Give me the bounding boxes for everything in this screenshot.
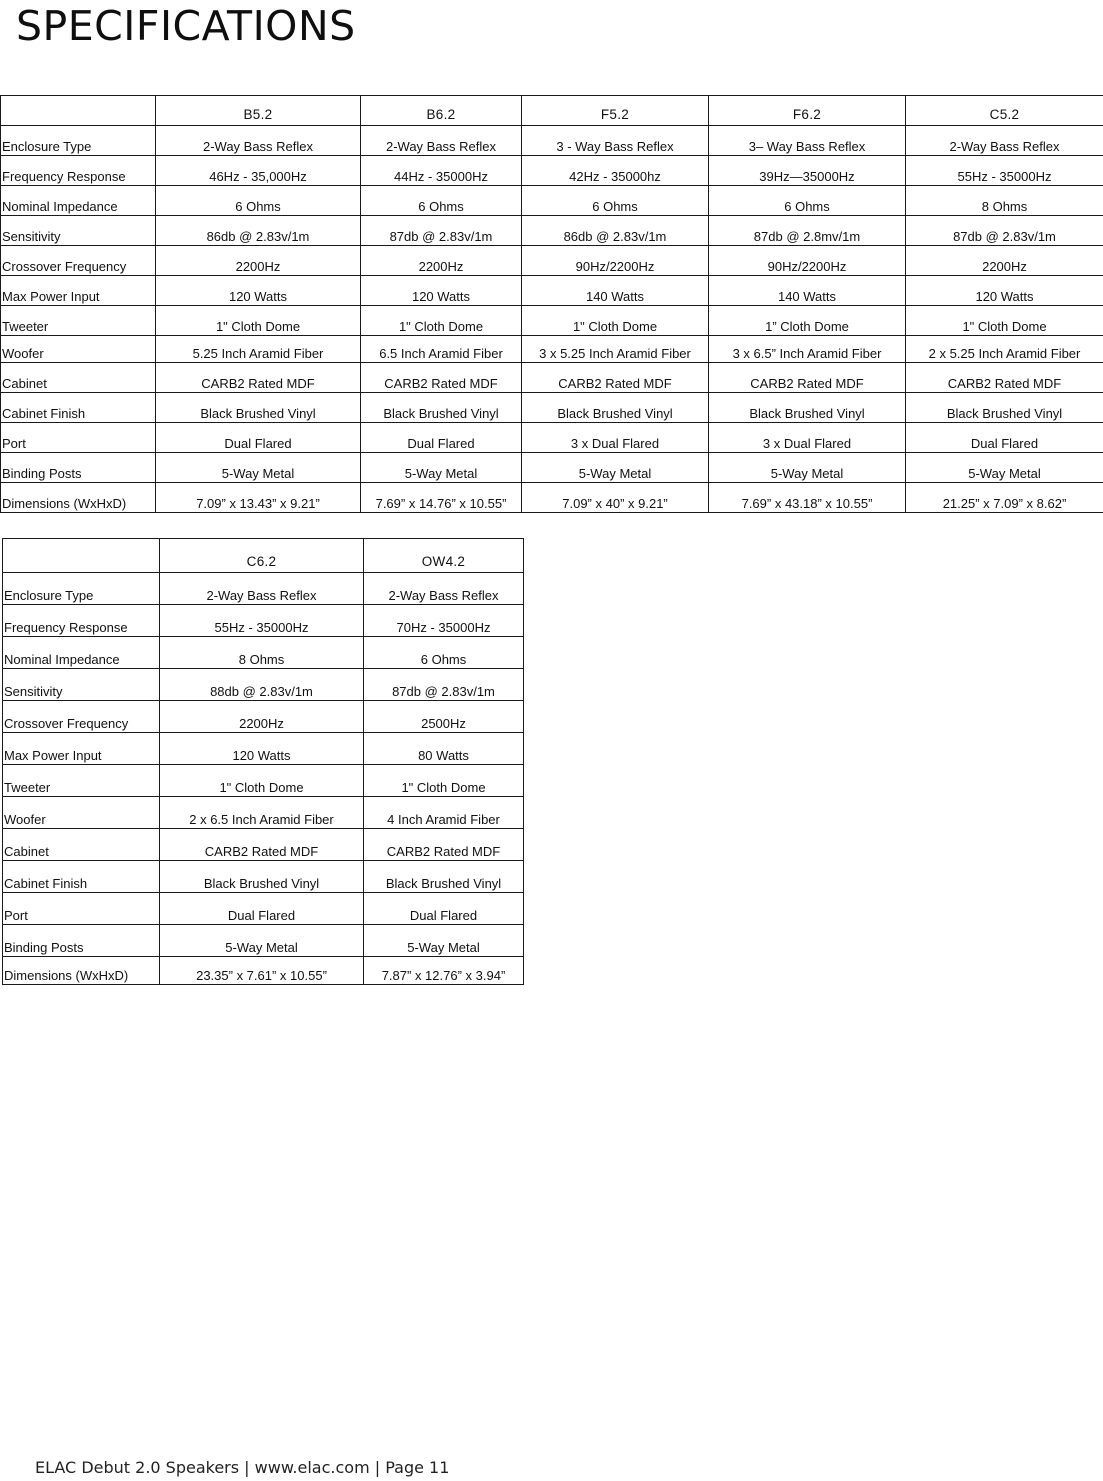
header-cell-empty [1, 96, 156, 126]
spec-label-cell: Nominal Impedance [3, 637, 160, 669]
spec-value-cell: 90Hz/2200Hz [522, 246, 709, 276]
spec-value-cell: CARB2 Rated MDF [522, 363, 709, 393]
spec-value-cell: CARB2 Rated MDF [160, 829, 364, 861]
spec-value-cell: 21.25” x 7.09” x 8.62” [906, 483, 1103, 513]
table-row [3, 925, 524, 957]
header-cell-model: F6.2 [709, 96, 906, 126]
table-row [3, 605, 524, 637]
page-footer: ELAC Debut 2.0 Speakers | www.elac.com | Page 11 [35, 1458, 450, 1477]
spec-value-cell: 5-Way Metal [160, 925, 364, 957]
table-row [3, 861, 524, 893]
spec-value-cell: 70Hz - 35000Hz [364, 605, 524, 637]
table-row [1, 423, 1103, 453]
spec-value-cell: 86db @ 2.83v/1m [156, 216, 361, 246]
page-title: SPECIFICATIONS [16, 2, 356, 50]
spec-value-cell: 5.25 Inch Aramid Fiber [156, 336, 361, 363]
table-row [3, 893, 524, 925]
spec-label-cell: Nominal Impedance [1, 186, 156, 216]
spec-value-cell: 2 x 6.5 Inch Aramid Fiber [160, 797, 364, 829]
spec-value-cell: 7.69” x 43.18” x 10.55” [709, 483, 906, 513]
spec-value-cell: 1" Cloth Dome [522, 306, 709, 336]
spec-value-cell: 5-Way Metal [361, 453, 522, 483]
spec-label-cell: Max Power Input [1, 276, 156, 306]
spec-value-cell: 6 Ohms [364, 637, 524, 669]
spec-value-cell: CARB2 Rated MDF [361, 363, 522, 393]
table-row [3, 765, 524, 797]
spec-value-cell: 86db @ 2.83v/1m [522, 216, 709, 246]
spec-label-cell: Crossover Frequency [1, 246, 156, 276]
spec-value-cell: 6 Ohms [709, 186, 906, 216]
spec-value-cell: 2200Hz [160, 701, 364, 733]
spec-table-main [0, 95, 1103, 513]
table-row [1, 276, 1103, 306]
spec-value-cell: 6 Ohms [156, 186, 361, 216]
header-cell-model: F5.2 [522, 96, 709, 126]
table-row [1, 126, 1103, 156]
spec-value-cell: 1" Cloth Dome [156, 306, 361, 336]
spec-value-cell: Black Brushed Vinyl [709, 393, 906, 423]
table-row [1, 156, 1103, 186]
spec-value-cell: 42Hz - 35000hz [522, 156, 709, 186]
spec-value-cell: 2200Hz [361, 246, 522, 276]
spec-value-cell: 1" Cloth Dome [906, 306, 1103, 336]
spec-value-cell: 7.09” x 40” x 9.21” [522, 483, 709, 513]
spec-value-cell: 6 Ohms [522, 186, 709, 216]
table-row [3, 733, 524, 765]
spec-label-cell: Port [1, 423, 156, 453]
spec-value-cell: 1" Cloth Dome [364, 765, 524, 797]
spec-value-cell: Dual Flared [160, 893, 364, 925]
header-cell-model: OW4.2 [364, 539, 524, 573]
spec-table-secondary [2, 538, 524, 985]
spec-label-cell: Max Power Input [3, 733, 160, 765]
spec-value-cell: CARB2 Rated MDF [156, 363, 361, 393]
spec-value-cell: 87db @ 2.8mv/1m [709, 216, 906, 246]
spec-value-cell: 2500Hz [364, 701, 524, 733]
spec-value-cell: CARB2 Rated MDF [364, 829, 524, 861]
spec-label-cell: Dimensions (WxHxD) [3, 957, 160, 985]
table-row [3, 797, 524, 829]
spec-value-cell: 5-Way Metal [709, 453, 906, 483]
spec-label-cell: Enclosure Type [1, 126, 156, 156]
spec-value-cell: 120 Watts [156, 276, 361, 306]
spec-value-cell: 3– Way Bass Reflex [709, 126, 906, 156]
spec-label-cell: Tweeter [1, 306, 156, 336]
spec-value-cell: 1" Cloth Dome [160, 765, 364, 797]
spec-label-cell: Woofer [1, 336, 156, 363]
spec-value-cell: 80 Watts [364, 733, 524, 765]
table-row [1, 246, 1103, 276]
spec-value-cell: 5-Way Metal [156, 453, 361, 483]
spec-value-cell: 87db @ 2.83v/1m [364, 669, 524, 701]
table-header-row [1, 96, 1103, 126]
spec-value-cell: 3 x Dual Flared [709, 423, 906, 453]
spec-value-cell: Dual Flared [364, 893, 524, 925]
spec-label-cell: Binding Posts [3, 925, 160, 957]
header-cell-model: C6.2 [160, 539, 364, 573]
spec-value-cell: 6 Ohms [361, 186, 522, 216]
spec-value-cell: 55Hz - 35000Hz [160, 605, 364, 637]
table-row [1, 336, 1103, 363]
spec-label-cell: Binding Posts [1, 453, 156, 483]
spec-value-cell: 140 Watts [522, 276, 709, 306]
spec-value-cell: 23.35” x 7.61” x 10.55” [160, 957, 364, 985]
table-row [1, 393, 1103, 423]
table-row [1, 483, 1103, 513]
spec-value-cell: Black Brushed Vinyl [906, 393, 1103, 423]
spec-value-cell: 87db @ 2.83v/1m [906, 216, 1103, 246]
spec-value-cell: 2-Way Bass Reflex [906, 126, 1103, 156]
spec-value-cell: CARB2 Rated MDF [709, 363, 906, 393]
spec-label-cell: Cabinet Finish [1, 393, 156, 423]
spec-value-cell: Black Brushed Vinyl [156, 393, 361, 423]
spec-value-cell: 140 Watts [709, 276, 906, 306]
spec-label-cell: Sensitivity [3, 669, 160, 701]
spec-value-cell: 90Hz/2200Hz [709, 246, 906, 276]
spec-label-cell: Dimensions (WxHxD) [1, 483, 156, 513]
spec-value-cell: 1" Cloth Dome [361, 306, 522, 336]
spec-value-cell: 3 x 5.25 Inch Aramid Fiber [522, 336, 709, 363]
header-cell-model: B5.2 [156, 96, 361, 126]
spec-value-cell: 120 Watts [906, 276, 1103, 306]
spec-label-cell: Frequency Response [1, 156, 156, 186]
spec-value-cell: 2-Way Bass Reflex [156, 126, 361, 156]
table-row [3, 637, 524, 669]
table-row [1, 453, 1103, 483]
spec-value-cell: 8 Ohms [906, 186, 1103, 216]
spec-value-cell: Dual Flared [906, 423, 1103, 453]
spec-label-cell: Woofer [3, 797, 160, 829]
spec-value-cell: 4 Inch Aramid Fiber [364, 797, 524, 829]
spec-label-cell: Sensitivity [1, 216, 156, 246]
spec-value-cell: 46Hz - 35,000Hz [156, 156, 361, 186]
spec-label-cell: Cabinet [3, 829, 160, 861]
spec-value-cell: 120 Watts [361, 276, 522, 306]
spec-value-cell: 8 Ohms [160, 637, 364, 669]
spec-value-cell: 1” Cloth Dome [709, 306, 906, 336]
table-row [1, 186, 1103, 216]
spec-value-cell: Black Brushed Vinyl [160, 861, 364, 893]
table-header-row [3, 539, 524, 573]
spec-label-cell: Enclosure Type [3, 573, 160, 605]
spec-value-cell: CARB2 Rated MDF [906, 363, 1103, 393]
spec-label-cell: Frequency Response [3, 605, 160, 637]
spec-value-cell: 87db @ 2.83v/1m [361, 216, 522, 246]
header-cell-model: B6.2 [361, 96, 522, 126]
spec-value-cell: 2-Way Bass Reflex [364, 573, 524, 605]
table-row [1, 216, 1103, 246]
spec-value-cell: Black Brushed Vinyl [522, 393, 709, 423]
spec-value-cell: 39Hz—35000Hz [709, 156, 906, 186]
table-row [1, 363, 1103, 393]
spec-value-cell: Dual Flared [156, 423, 361, 453]
spec-value-cell: 2200Hz [906, 246, 1103, 276]
spec-value-cell: 2200Hz [156, 246, 361, 276]
table-row [3, 701, 524, 733]
table-row [1, 306, 1103, 336]
spec-value-cell: 2-Way Bass Reflex [160, 573, 364, 605]
spec-value-cell: 2 x 5.25 Inch Aramid Fiber [906, 336, 1103, 363]
spec-value-cell: 7.69” x 14.76” x 10.55” [361, 483, 522, 513]
spec-value-cell: Black Brushed Vinyl [364, 861, 524, 893]
spec-value-cell: 5-Way Metal [906, 453, 1103, 483]
spec-value-cell: 7.09” x 13.43” x 9.21” [156, 483, 361, 513]
spec-value-cell: 88db @ 2.83v/1m [160, 669, 364, 701]
table-row [3, 669, 524, 701]
table-row [3, 829, 524, 861]
spec-value-cell: 120 Watts [160, 733, 364, 765]
spec-value-cell: 7.87” x 12.76” x 3.94” [364, 957, 524, 985]
spec-label-cell: Crossover Frequency [3, 701, 160, 733]
spec-value-cell: 3 x 6.5” Inch Aramid Fiber [709, 336, 906, 363]
spec-value-cell: 55Hz - 35000Hz [906, 156, 1103, 186]
table-row [3, 573, 524, 605]
spec-value-cell: 2-Way Bass Reflex [361, 126, 522, 156]
header-cell-empty [3, 539, 160, 573]
spec-value-cell: 6.5 Inch Aramid Fiber [361, 336, 522, 363]
spec-value-cell: 3 x Dual Flared [522, 423, 709, 453]
spec-label-cell: Cabinet [1, 363, 156, 393]
spec-value-cell: Black Brushed Vinyl [361, 393, 522, 423]
spec-value-cell: Dual Flared [361, 423, 522, 453]
header-cell-model: C5.2 [906, 96, 1103, 126]
spec-label-cell: Tweeter [3, 765, 160, 797]
spec-value-cell: 5-Way Metal [522, 453, 709, 483]
table-row [3, 957, 524, 985]
spec-label-cell: Port [3, 893, 160, 925]
spec-value-cell: 3 - Way Bass Reflex [522, 126, 709, 156]
spec-label-cell: Cabinet Finish [3, 861, 160, 893]
spec-value-cell: 5-Way Metal [364, 925, 524, 957]
spec-value-cell: 44Hz - 35000Hz [361, 156, 522, 186]
